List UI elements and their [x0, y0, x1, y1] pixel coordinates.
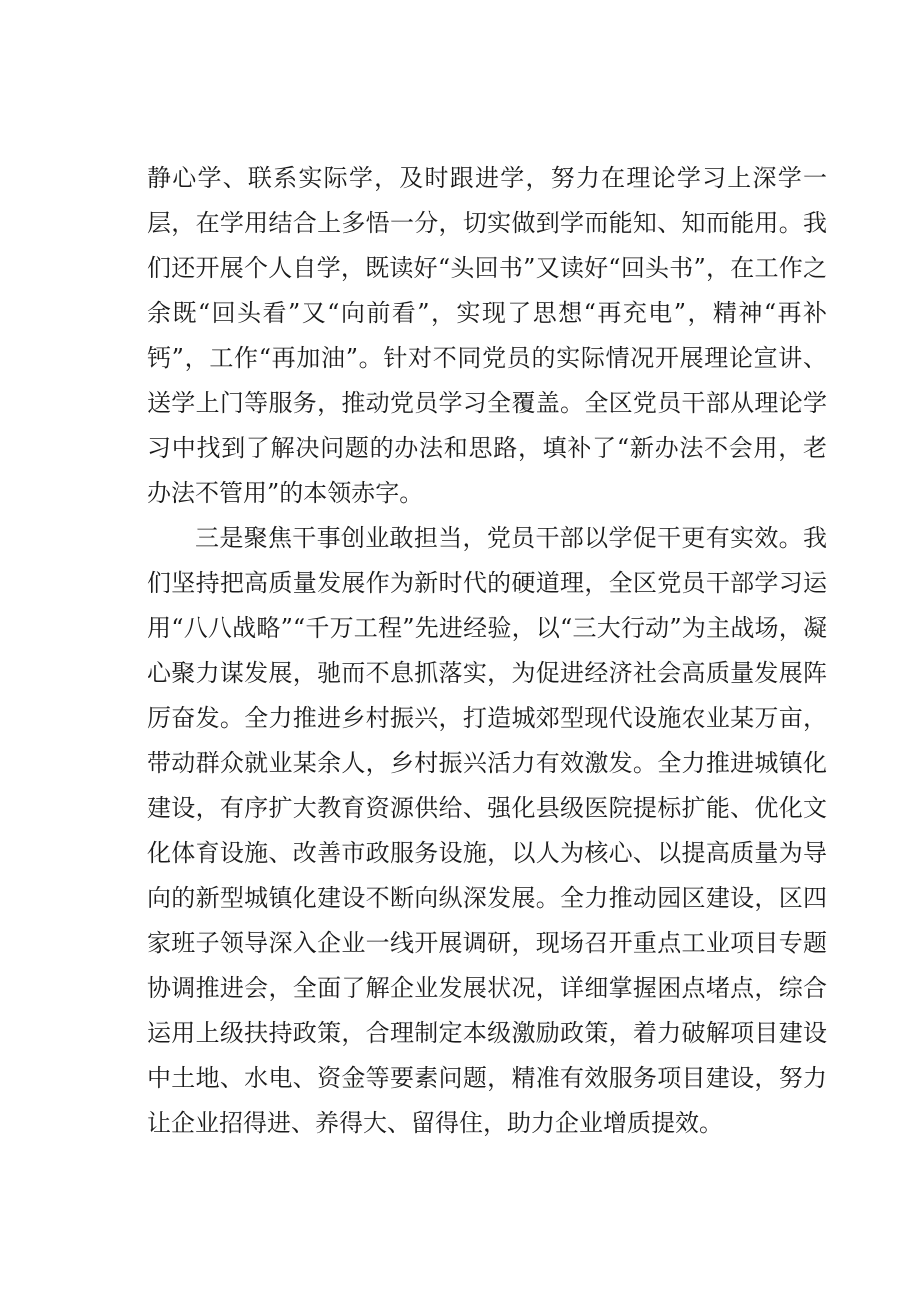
paragraph-point-three: 三是聚焦干事创业敢担当，党员干部以学促干更有实效。我们坚持把高质量发展作为新时代的硬道理，全区党员干部学习运用“八八战略”“千万工程”先进经验，以“三大行动”为主战场，凝心聚力谋发展，驰而不息抓落实，为促进经济社会高质量发展阵厉奋发。全力推进乡村振兴，打造城郊型现代设施农业某万亩，带动群众就业某余人，乡村振兴活力有效激发。全力推进城镇化建设，有序扩大教育资源供给、强化县级医院提标扩能、优化文化体育设施、改善市政服务设施，以人为核心、以提高质量为导向的新型城镇化建设不断向纵深发展。全力推动园区建设，区四家班子领导深入企业一线开展调研，现场召开重点工业项目专题协调推进会，全面了解企业发展状况，详细掌握困点堵点，综合运用上级扶持政策，合理制定本级激励政策，着力破解项目建设中土地、水电、资金等要素问题，精准有效服务项目建设，努力让企业招得进、养得大、留得住，助力企业增质提效。: [147, 524, 827, 1137]
body-text: [147, 156, 827, 1146]
paragraph-continued: 静心学、联系实际学，及时跟进学，努力在理论学习上深学一层，在学用结合上多悟一分，切实做到学而能知、知而能用。我们还开展个人自学，既读好“头回书”又读好“回头书”，在工作之余既“回头看”又“向前看”，实现了思想“再充电”，精神“再补钙”，工作“再加油”。针对不同党员的实际情况开展理论宣讲、送学上门等服务，推动党员学习全覆盖。全区党员干部从理论学习中找到了解决问题的办法和思路，填补了“新办法不会用，老办法不管用”的本领赤字。: [147, 164, 827, 507]
